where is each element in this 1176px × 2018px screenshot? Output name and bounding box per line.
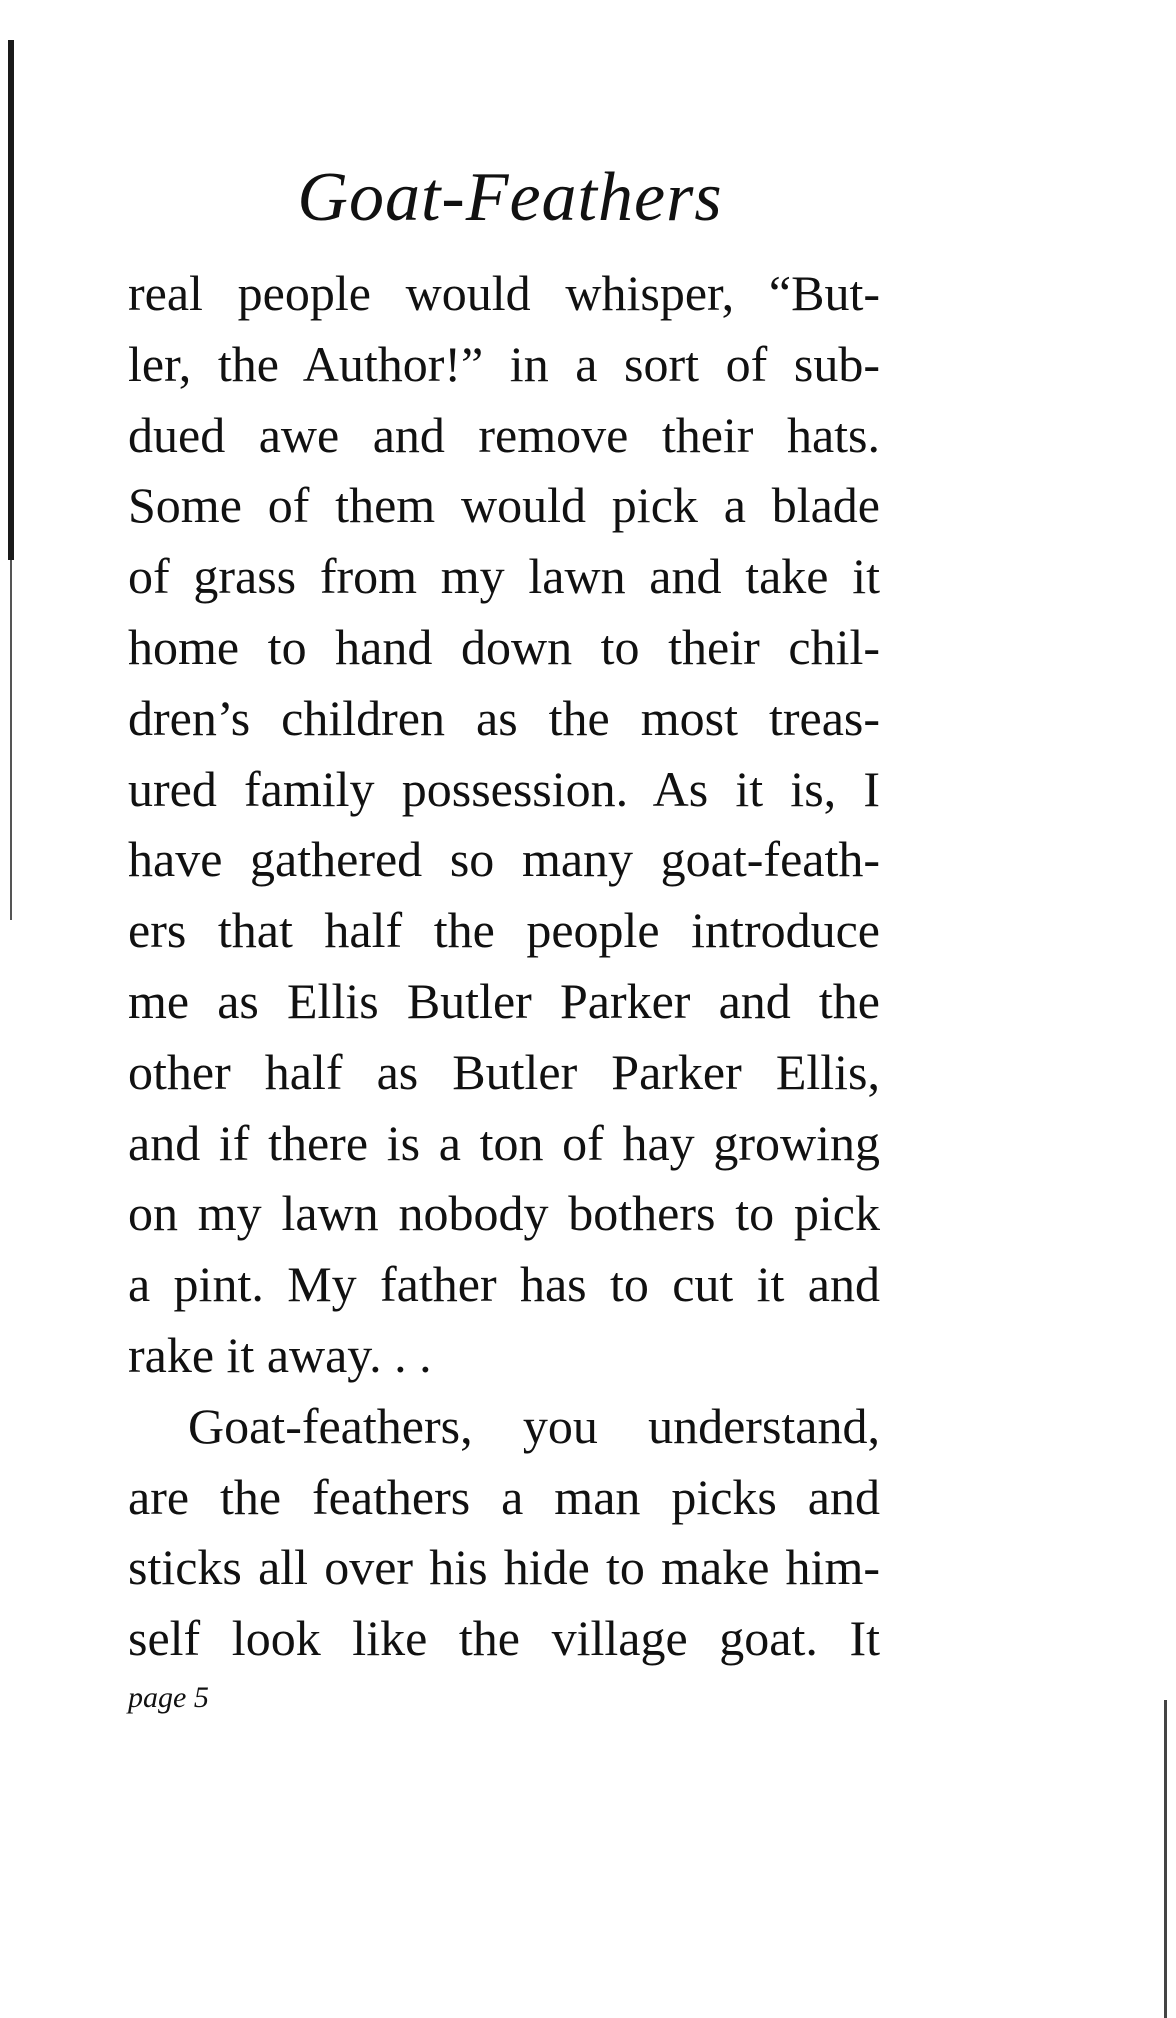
- body-text: [128, 258, 880, 1674]
- text-line: ler, the Author!” in a sort of sub-: [128, 335, 880, 392]
- paragraph-first-line: Goat-feathers, you understand,: [188, 1397, 880, 1454]
- text-line: ured family possession. As it is, I: [128, 760, 880, 817]
- running-head: Goat-Feathers: [297, 159, 723, 236]
- text-line: on my lawn nobody bothers to pick: [128, 1185, 880, 1242]
- text-line: self look like the village goat. It: [128, 1610, 880, 1667]
- text-line: home to hand down to their chil-: [128, 618, 880, 675]
- paragraph-last-line: rake it away. . .: [128, 1326, 432, 1383]
- text-line: and if there is a ton of hay growing: [128, 1114, 880, 1171]
- text-line: other half as Butler Parker Ellis,: [128, 1043, 880, 1100]
- page-edge-line-right: [1164, 1700, 1167, 2018]
- page-edge-line-left: [10, 560, 12, 920]
- text-line: a pint. My father has to cut it and: [128, 1256, 880, 1313]
- text-line: me as Ellis Butler Parker and the: [128, 972, 880, 1029]
- text-line: Some of them would pick a blade: [128, 477, 880, 534]
- text-line: of grass from my lawn and take it: [128, 548, 880, 605]
- text-line: ers that half the people introduce: [128, 902, 880, 959]
- text-line: dren’s children as the most treas-: [128, 689, 880, 746]
- page-number: page 5: [128, 1681, 209, 1714]
- text-line: sticks all over his hide to make him-: [128, 1539, 880, 1596]
- text-line: are the feathers a man picks and: [128, 1468, 880, 1525]
- text-line: have gathered so many goat-feath-: [128, 831, 880, 888]
- text-line: dued awe and remove their hats.: [128, 406, 880, 463]
- text-line: real people would whisper, “But-: [128, 265, 880, 321]
- page-edge-shadow-left: [8, 40, 14, 560]
